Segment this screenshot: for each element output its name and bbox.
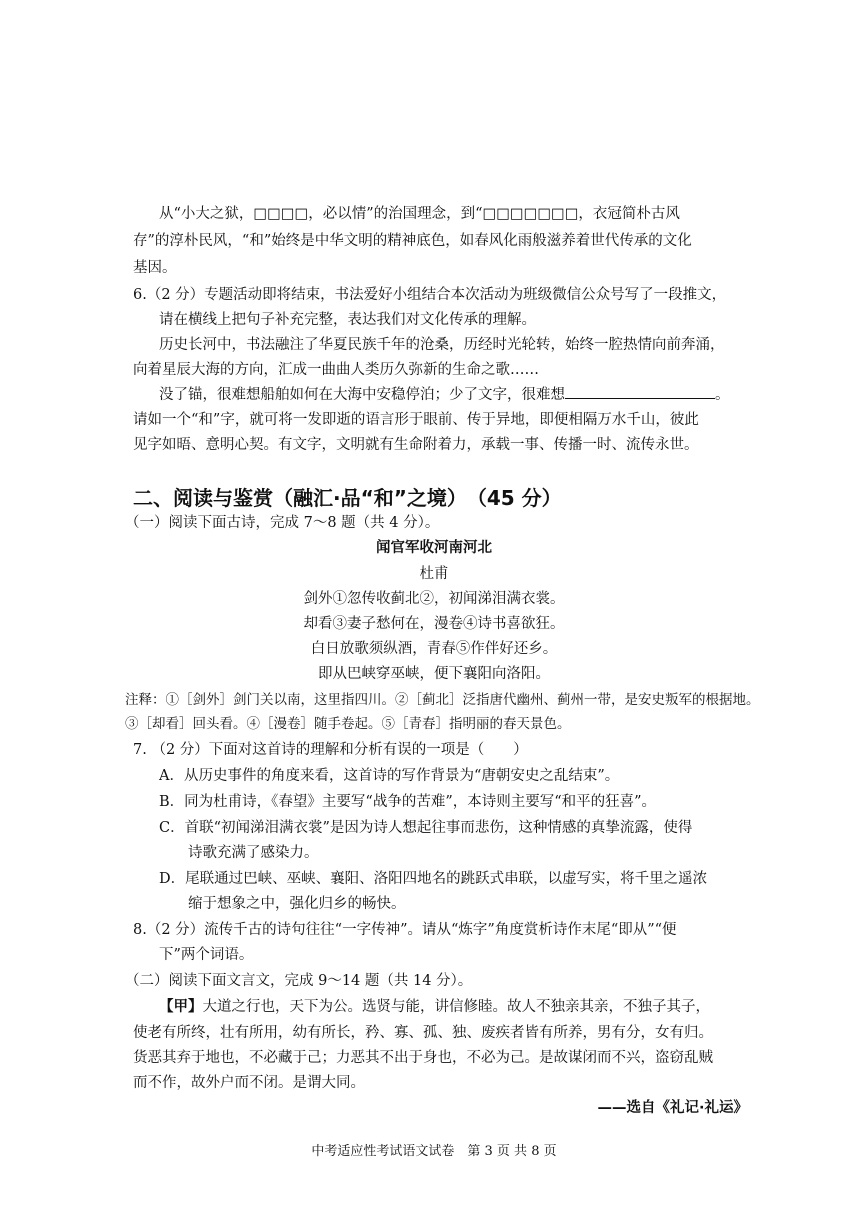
q6-para2-text: 没了锚，很难想船舶如何在大海中安稳停泊；少了文字，很难想 — [159, 387, 565, 403]
q7-option-d-line2: 缩于想象之中，强化归乡的畅快。 — [188, 896, 406, 912]
poem-title: 闻官军收河南河北 — [376, 540, 492, 556]
part1-intro: （一）阅读下面古诗，完成 7～8 题（共 4 分）。 — [125, 515, 440, 531]
q6-line2: 请在横线上把句子补充完整，表达我们对文化传承的理解。 — [159, 312, 536, 328]
para1-line2: 存”的淳朴民风，“和”始终是中华文明的精神底色，如春风化雨般滋养着世代传承的文化 — [133, 233, 692, 249]
part2-intro: （二）阅读下面文言文，完成 9～14 题（共 14 分）。 — [125, 973, 473, 989]
q7-stem: 7. （2 分）下面对这首诗的理解和分析有误的一项是（ ） — [133, 742, 528, 758]
q7-option-a: A．从历史事件的角度来看，这首诗的写作背景为“唐朝安史之乱结束”。 — [159, 768, 620, 784]
q6-para2-line3: 见字如晤、意明心契。有文字，文明就有生命附着力，承载一事、传播一时、流传永世。 — [133, 437, 699, 453]
para1-line3: 基因。 — [133, 260, 177, 276]
q6-para1-line1: 历史长河中，书法融注了华夏民族千年的沧桑，历经时光轮转，始终一腔热情向前奔涌， — [159, 337, 725, 353]
q6-para1-line2: 向着星辰大海的方向，汇成一曲曲人类历久弥新的生命之歌…… — [133, 362, 539, 378]
poem-author: 杜甫 — [419, 566, 449, 582]
q8-line1: 8.（2 分）流传千古的诗句往往“一字传神”。请从“炼字”角度赏析诗作末尾“即从”“便 — [133, 922, 677, 938]
para1-line1: 从“小大之狱，□□□□，必以情”的治国理念，到“□□□□□□□，衣冠简朴古风 — [159, 206, 680, 222]
jia-label: 【甲】 — [159, 999, 203, 1015]
answer-blank[interactable] — [565, 384, 715, 399]
q7-option-c-line2: 诗歌充满了感染力。 — [188, 845, 319, 861]
page-footer: 中考适应性考试语文试卷 第 3 页 共 8 页 — [311, 1144, 557, 1159]
q7-option-b: B．同为杜甫诗，《春望》主要写“战争的苦难”，本诗则主要写“和平的狂喜”。 — [159, 794, 657, 810]
jia-line3: 货恶其弃于地也，不必藏于己；力恶其不出于身也，不必为己。是故谋闭而不兴，盗窃乱贼 — [133, 1050, 713, 1066]
section-heading: 二、阅读与鉴赏（融汇·品“和”之境） （45 分） — [133, 486, 562, 510]
poem-line: 剑外①忽传收蓟北②，初闻涕泪满衣裳。 — [303, 591, 565, 607]
jia-line2: 使老有所终，壮有所用，幼有所长，矜、寡、孤、独、废疾者皆有所养，男有分，女有归。 — [133, 1025, 713, 1041]
q6-line1: 6.（2 分）专题活动即将结束，书法爱好小组结合本次活动为班级微信公众号写了一段推文， — [133, 287, 727, 303]
poem-line: 即从巴峡穿巫峡，便下襄阳向洛阳。 — [318, 666, 550, 682]
jia-line1 — [159, 994, 710, 1020]
q7-option-c-line1: C．首联“初闻涕泪满衣裳”是因为诗人想起往事而悲伤，这种情感的真挚流露，使得 — [159, 820, 693, 836]
poem-line: 却看③妻子愁何在，漫卷④诗书喜欲狂。 — [303, 616, 565, 632]
poem-line: 白日放歌须纵酒，青春⑤作伴好还乡。 — [310, 641, 558, 657]
q6-para2-end: 。 — [715, 387, 730, 403]
q7-option-d-line1: D．尾联通过巴峡、巫峡、襄阳、洛阳四地名的跳跃式串联，以虚写实，将千里之遥浓 — [159, 871, 708, 887]
jia-text: 大道之行也，天下为公。选贤与能，讲信修睦。故人不独亲其亲，不独子其子， — [202, 999, 710, 1015]
jia-line4: 而不作，故外户而不闭。是谓大同。 — [133, 1075, 365, 1091]
q6-para2-line2: 请如一个“和”字，就可将一发即逝的语言形于眼前、传于异地，即便相隔万水千山，彼此 — [133, 412, 699, 428]
q8-line2: 下”两个词语。 — [159, 947, 254, 963]
note-line2: ③［却看］回头看。④［漫卷］随手卷起。⑤［青春］指明丽的春天景色。 — [125, 716, 571, 732]
note-line1: 注释：①［剑外］剑门关以南，这里指四川。②［蓟北］泛指唐代幽州、蓟州一带，是安史叛军的根据地。 — [125, 692, 760, 708]
source-citation: ——选自《礼记·礼运》 — [597, 1100, 748, 1116]
q6-para2-line1 — [159, 382, 730, 408]
